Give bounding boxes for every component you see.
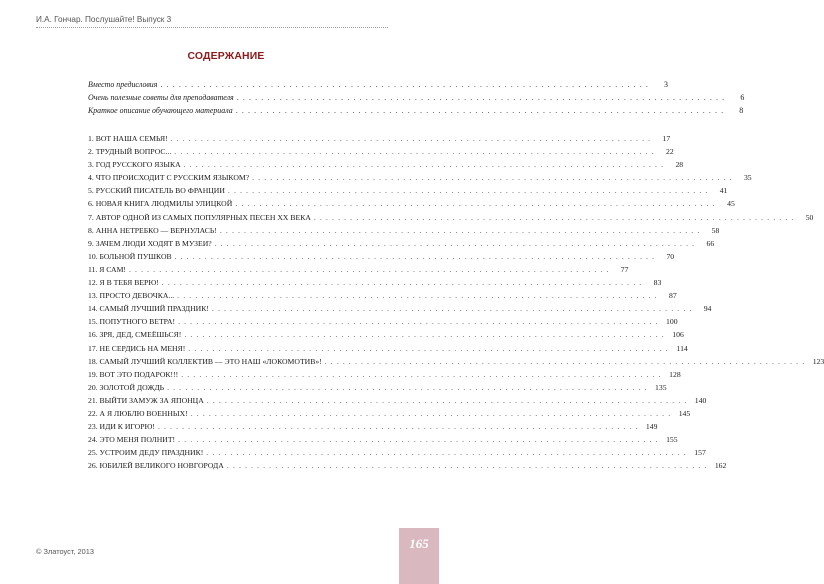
toc-entry-title: 22. А Я ЛЮБЛЮ ВОЕННЫХ! xyxy=(88,408,188,418)
copyright: © Златоуст, 2013 xyxy=(36,547,94,556)
toc-entry-page: 6 xyxy=(740,93,745,103)
toc-entry xyxy=(88,328,684,341)
toc-entry-title: 3. ГОД РУССКОГО ЯЗЫКА xyxy=(88,160,181,170)
dot-leader: . . . . . . . . . . . . . . . . . . . . . . . . . . . . . . . . . . . . . . . . . . . . . . . . . . . . . . . . . . . . . . . . . . . . . . . . . . . . . . . . xyxy=(183,160,665,170)
dot-leader: . . . . . . . . . . . . . . . . . . . . . . . . . . . . . . . . . . . . . . . . . . . . . . . . . . . . . . . . . . . . . . . . . . . . . . . . . . . . . . . . xyxy=(235,106,725,116)
toc-entry-page: 87 xyxy=(668,291,677,301)
toc-entry-page: 45 xyxy=(727,199,735,209)
toc-entry-page: 135 xyxy=(655,382,667,392)
toc-main-list xyxy=(88,132,824,472)
toc-entry xyxy=(88,381,667,394)
toc-entry-page: 128 xyxy=(669,369,681,379)
toc-entry xyxy=(88,368,681,381)
toc-entry xyxy=(88,446,706,459)
toc-entry xyxy=(88,78,668,91)
toc-entry xyxy=(88,342,688,355)
dot-leader: . . . . . . . . . . . . . . . . . . . . . . . . . . . . . . . . . . . . . . . . . . . . . . . . . . . . . . . . . . . . . . . . . . . . . . . . . . . . . . . . xyxy=(178,317,659,327)
dot-leader: . . . . . . . . . . . . . . . . . . . . . . . . . . . . . . . . . . . . . . . . . . . . . . . . . . . . . . . . . . . . . . . . . . . . . . . . . . . . . . . . xyxy=(324,356,806,366)
toc-intro-list xyxy=(88,78,745,117)
toc-entry-title: 12. Я В ТЕБЯ ВЕРЮ! xyxy=(88,278,159,288)
toc-entry xyxy=(88,250,675,263)
toc-entry-title: 15. ПОПУТНОГО ВЕТРА! xyxy=(88,317,176,327)
toc-entry-page: 8 xyxy=(739,106,744,116)
toc-entry xyxy=(88,394,707,407)
toc-entry xyxy=(88,315,678,328)
toc-entry-title: Вместо предисловия xyxy=(88,80,158,89)
toc-entry xyxy=(88,289,677,302)
toc-entry-title: 17. НЕ СЕРДИСЬ НА МЕНЯ! xyxy=(88,343,186,353)
toc-entry-title: 6. НОВАЯ КНИГА ЛЮДМИЛЫ УЛИЦКОЙ xyxy=(88,199,233,209)
toc-entry-title: 20. ЗОЛОТОЙ ДОЖДЬ xyxy=(88,382,165,392)
toc-entry-title: 25. УСТРОИМ ДЕДУ ПРАЗДНИК! xyxy=(88,448,204,458)
toc-entry-page: 50 xyxy=(805,212,814,222)
dot-leader: . . . . . . . . . . . . . . . . . . . . . . . . . . . . . . . . . . . . . . . . . . . . . . . . . . . . . . . . . . . . . . . . . . . . . . . . . . . . . . . . xyxy=(252,173,733,183)
page-number-tab xyxy=(399,528,439,584)
toc-entry xyxy=(88,302,712,315)
dot-leader: . . . . . . . . . . . . . . . . . . . . . . . . . . . . . . . . . . . . . . . . . . . . . . . . . . . . . . . . . . . . . . . . . . . . . . . . . . . . . . . . xyxy=(235,199,716,209)
toc-entry xyxy=(88,355,824,368)
toc-entry-page: 106 xyxy=(672,330,684,340)
toc-entry xyxy=(88,237,715,250)
dot-leader: . . . . . . . . . . . . . . . . . . . . . . . . . . . . . . . . . . . . . . . . . . . . . . . . . . . . . . . . . . . . . . . . . . . . . . . . . . . . . . . . xyxy=(167,382,648,392)
toc-entry-title: 1. ВОТ НАША СЕМЬЯ! xyxy=(88,134,168,143)
dot-leader: . . . . . . . . . . . . . . . . . . . . . . . . . . . . . . . . . . . . . . . . . . . . . . . . . . . . . . . . . . . . . . . . . . . . . . . . . . . . . . . . xyxy=(174,251,656,261)
toc-entry-title: Краткое описание обучающего материала xyxy=(88,106,233,116)
toc-entry-page: 94 xyxy=(703,304,712,314)
toc-entry xyxy=(88,459,727,472)
toc-entry-title: 4. ЧТО ПРОИСХОДИТ С РУССКИМ ЯЗЫКОМ? xyxy=(88,173,250,183)
dot-leader: . . . . . . . . . . . . . . . . . . . . . . . . . . . . . . . . . . . . . . . . . . . . . . . . . . . . . . . . . . . . . . . . . . . . . . . . . . . . . . . . xyxy=(206,448,687,458)
toc-entry-page: 155 xyxy=(666,435,678,445)
dot-leader: . . . . . . . . . . . . . . . . . . . . . . . . . . . . . . . . . . . . . . . . . . . . . . . . . . . . . . . . . . . . . . . . . . . . . . . . . . . . . . . . xyxy=(313,212,795,222)
toc-entry-page: 145 xyxy=(678,408,691,418)
page-number: 165 xyxy=(409,536,429,551)
header-divider xyxy=(36,27,388,28)
toc-entry-page: 162 xyxy=(714,461,727,471)
toc-entry xyxy=(88,132,671,145)
toc-entry-title: 18. САМЫЙ ЛУЧШИЙ КОЛЛЕКТИВ — ЭТО НАШ «ЛОКОМОТИВ»! xyxy=(88,356,322,366)
toc-entry xyxy=(88,224,720,237)
toc-entry-title: 14. САМЫЙ ЛУЧШИЙ ПРАЗДНИК! xyxy=(88,304,209,314)
toc-entry-title: Очень полезные советы для преподавателя xyxy=(88,93,234,103)
toc-entry xyxy=(88,276,662,289)
toc-entry-page: 41 xyxy=(719,186,728,196)
toc-entry-title: 26. ЮБИЛЕЙ ВЕЛИКОГО НОВГОРОДА xyxy=(88,461,224,471)
toc-entry xyxy=(88,91,745,104)
dot-leader: . . . . . . . . . . . . . . . . . . . . . . . . . . . . . . . . . . . . . . . . . . . . . . . . . . . . . . . . . . . . . . . . . . . . . . . . . . . . . . . . xyxy=(188,343,669,353)
toc-entry xyxy=(88,407,691,420)
toc-entry-page: 3 xyxy=(664,80,668,89)
toc-entry xyxy=(88,184,728,197)
toc-entry-page: 66 xyxy=(706,238,715,248)
toc-entry xyxy=(88,197,735,210)
toc-entry xyxy=(88,433,678,446)
dot-leader: . . . . . . . . . . . . . . . . . . . . . . . . . . . . . . . . . . . . . . . . . . . . . . . . . . . . . . . . . . . . . . . . . . . . . . . . . . . . . . . . xyxy=(190,408,672,418)
dot-leader: . . . . . . . . . . . . . . . . . . . . . . . . . . . . . . . . . . . . . . . . . . . . . . . . . . . . . . . . . . . . . . . . . . . . . . . . . . . . . . . . xyxy=(214,238,696,248)
toc-entry-title: 16. ЗРЯ, ДЕД, СМЕЁШЬСЯ! xyxy=(88,330,182,340)
dot-leader: . . . . . . . . . . . . . . . . . . . . . . . . . . . . . . . . . . . . . . . . . . . . . . . . . . . . . . . . . . . . . . . . . . . . . . . . . . . . . . . . xyxy=(170,134,652,143)
dot-leader: . . . . . . . . . . . . . . . . . . . . . . . . . . . . . . . . . . . . . . . . . . . . . . . . . . . . . . . . . . . . . . . . . . . . . . . . . . . . . . . . xyxy=(219,225,701,235)
toc-entry xyxy=(88,158,684,171)
toc-entry-page: 157 xyxy=(694,448,706,458)
toc-entry-title: 13. ПРОСТО ДЕВОЧКА... xyxy=(88,291,175,301)
toc-entry-title: 19. ВОТ ЭТО ПОДАРОК!!! xyxy=(88,369,179,379)
dot-leader: . . . . . . . . . . . . . . . . . . . . . . . . . . . . . . . . . . . . . . . . . . . . . . . . . . . . . . . . . . . . . . . . . . . . . . . . . . . . . . . . xyxy=(184,330,665,340)
dot-leader: . . . . . . . . . . . . . . . . . . . . . . . . . . . . . . . . . . . . . . . . . . . . . . . . . . . . . . . . . . . . . . . . . . . . . . . . . . . . . . . . xyxy=(236,93,726,103)
dot-leader: . . . . . . . . . . . . . . . . . . . . . . . . . . . . . . . . . . . . . . . . . . . . . . . . . . . . . . . . . . . . . . . . . . . . . . . . . . . . . . . . xyxy=(227,186,709,196)
toc-entry xyxy=(88,104,744,117)
toc-entry-title: 5. РУССКИЙ ПИСАТЕЛЬ ВО ФРАНЦИИ xyxy=(88,186,225,196)
toc-entry-page: 35 xyxy=(743,173,752,183)
toc-entry-title: 7. АВТОР ОДНОЙ ИЗ САМЫХ ПОПУЛЯРНЫХ ПЕСЕН XX ВЕКА xyxy=(88,212,311,222)
toc-entry-page: 140 xyxy=(694,395,707,405)
toc-entry xyxy=(88,145,674,158)
toc-title: СОДЕРЖАНИЕ xyxy=(187,51,265,62)
dot-leader: . . . . . . . . . . . . . . . . . . . . . . . . . . . . . . . . . . . . . . . . . . . . . . . . . . . . . . . . . . . . . . . . . . . . . . . . . . . . . . . . xyxy=(226,461,708,471)
toc-entry-title: 24. ЭТО МЕНЯ ПОЛНИТ! xyxy=(88,435,176,445)
toc-entry-page: 149 xyxy=(645,422,658,432)
toc-entry-title: 10. БОЛЬНОЙ ПУШКОВ xyxy=(88,251,172,261)
dot-leader: . . . . . . . . . . . . . . . . . . . . . . . . . . . . . . . . . . . . . . . . . . . . . . . . . . . . . . . . . . . . . . . . . . . . . . . . . . . . . . . . xyxy=(211,304,693,314)
toc-entry-page: 83 xyxy=(653,278,662,288)
dot-leader: . . . . . . . . . . . . . . . . . . . . . . . . . . . . . . . . . . . . . . . . . . . . . . . . . . . . . . . . . . . . . . . . . . . . . . . . . . . . . . . . xyxy=(174,147,655,157)
dot-leader: . . . . . . . . . . . . . . . . . . . . . . . . . . . . . . . . . . . . . . . . . . . . . . . . . . . . . . . . . . . . . . . . . . . . . . . . . . . . . . . . xyxy=(160,80,649,89)
dot-leader: . . . . . . . . . . . . . . . . . . . . . . . . . . . . . . . . . . . . . . . . . . . . . . . . . . . . . . . . . . . . . . . . . . . . . . . . . . . . . . . . xyxy=(161,278,643,288)
toc-entry-page: 70 xyxy=(666,251,675,261)
dot-leader: . . . . . . . . . . . . . . . . . . . . . . . . . . . . . . . . . . . . . . . . . . . . . . . . . . . . . . . . . . . . . . . . . . . . . . . . . . . . . . . . xyxy=(181,369,662,379)
toc-entry xyxy=(88,171,752,184)
dot-leader: . . . . . . . . . . . . . . . . . . . . . . . . . . . . . . . . . . . . . . . . . . . . . . . . . . . . . . . . . . . . . . . . . . . . . . . . . . . . . . . . xyxy=(129,264,610,274)
toc-entry-page: 100 xyxy=(666,317,678,327)
dot-leader: . . . . . . . . . . . . . . . . . . . . . . . . . . . . . . . . . . . . . . . . . . . . . . . . . . . . . . . . . . . . . . . . . . . . . . . . . . . . . . . . xyxy=(157,422,639,432)
toc-entry xyxy=(88,211,814,224)
dot-leader: . . . . . . . . . . . . . . . . . . . . . . . . . . . . . . . . . . . . . . . . . . . . . . . . . . . . . . . . . . . . . . . . . . . . . . . . . . . . . . . . xyxy=(178,435,659,445)
toc-entry-page: 114 xyxy=(676,343,688,353)
toc-entry-page: 123 xyxy=(812,356,824,366)
toc-entry-title: 23. ИДИ К ИГОРЮ! xyxy=(88,422,155,432)
toc-entry-title: 2. ТРУДНЫЙ ВОПРОС... xyxy=(88,147,172,157)
dot-leader: . . . . . . . . . . . . . . . . . . . . . . . . . . . . . . . . . . . . . . . . . . . . . . . . . . . . . . . . . . . . . . . . . . . . . . . . . . . . . . . . xyxy=(206,395,688,405)
toc-entry-title: 11. Я САМ! xyxy=(88,264,126,274)
running-head: И.А. Гончар. Послушайте! Выпуск 3 xyxy=(36,15,172,24)
toc-entry-title: 8. АННА НЕТРЕБКО — ВЕРНУЛАСЬ! xyxy=(88,225,217,235)
toc-entry-page: 58 xyxy=(711,225,720,235)
toc-entry-page: 22 xyxy=(666,147,674,157)
toc-entry xyxy=(88,263,629,276)
toc-entry-title: 9. ЗАЧЕМ ЛЮДИ ХОДЯТ В МУЗЕИ? xyxy=(88,238,212,248)
toc-entry xyxy=(88,420,658,433)
dot-leader: . . . . . . . . . . . . . . . . . . . . . . . . . . . . . . . . . . . . . . . . . . . . . . . . . . . . . . . . . . . . . . . . . . . . . . . . . . . . . . . . xyxy=(177,291,658,301)
toc-entry-title: 21. ВЫЙТИ ЗАМУЖ ЗА ЯПОНЦА xyxy=(88,395,204,405)
toc-entry-page: 17 xyxy=(662,134,671,143)
toc-entry-page: 28 xyxy=(675,160,684,170)
toc-entry-page: 77 xyxy=(620,264,629,274)
